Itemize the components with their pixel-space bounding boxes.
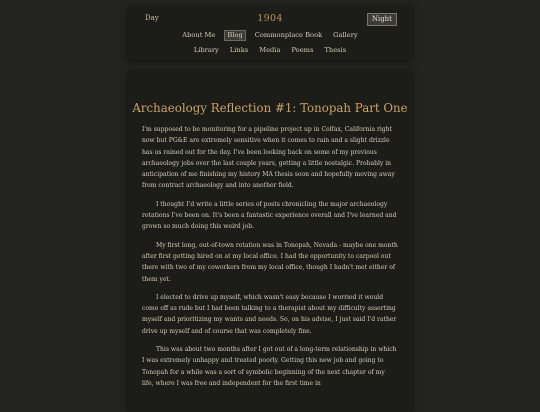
secondary-nav	[128, 46, 412, 55]
post-title: Archaeology Reflection #1: Tonopah Part One	[132, 101, 408, 115]
post-paragraph: This was about two months after I got out of a long-term relationship in which I was extremely unhappy and treated poorly. Getting this new job and going to Tonopah for a while was a sort of symbolic beginning of the next chapter of my life, where I was free and independent for the first time in	[142, 346, 397, 387]
post-paragraph: I thought I'd write a little series of posts chronicling the major archaeology rotations I've been on. It's been a fantastic experience overall and I've learned and grown so much doing this weird job.	[142, 200, 397, 231]
nav-links[interactable]: Links	[229, 46, 249, 54]
nav-commonplace-book[interactable]: Commonplace Book	[254, 31, 323, 39]
post-paragraph: I elected to drive up myself, which wasn't easy because I worried it would come off as rude but I had been talking to a therapist about my difficulty asserting myself and prioritizing my wants and needs. So, on his advise, I just said I'd rather drive up myself and of course that was completely fine.	[142, 293, 397, 335]
nav-about-me[interactable]: About Me	[182, 31, 216, 39]
site-header	[128, 7, 412, 60]
nav-media[interactable]: Media	[259, 46, 281, 54]
site-title[interactable]: 1904	[257, 13, 283, 24]
primary-nav	[128, 31, 412, 41]
blog-post	[128, 72, 412, 412]
night-mode-button[interactable]: Night	[367, 13, 397, 26]
day-mode-button[interactable]: Day	[145, 14, 159, 22]
nav-poems[interactable]: Poems	[291, 46, 314, 54]
nav-library[interactable]: Library	[193, 46, 219, 54]
nav-gallery[interactable]: Gallery	[333, 31, 358, 39]
nav-blog[interactable]: Blog	[224, 30, 245, 41]
post-paragraph: My first long, out-of-town rotation was in Tonopah, Nevada - maybe one month after first getting hired on at my local office. I had the opportunity to carpool out there with two of my coworkers from my local office, though I hadn't met either of them yet.	[142, 241, 398, 283]
nav-thesis[interactable]: Thesis	[324, 46, 347, 54]
post-paragraph: I'm supposed to be monitoring for a pipeline project up in Colfax, California right now but PG&E are extremely sensitive when it comes to rain and a slight drizzle has us rained out for the day. I've been looking back on some of my previous archaeology jobs over the last couple years, getting a little nostalgic. Probably in anticipation of me finishing my history MA thesis soon and hopefully moving away from contract archaeology and into another field.	[142, 126, 395, 190]
post-body	[142, 124, 398, 396]
